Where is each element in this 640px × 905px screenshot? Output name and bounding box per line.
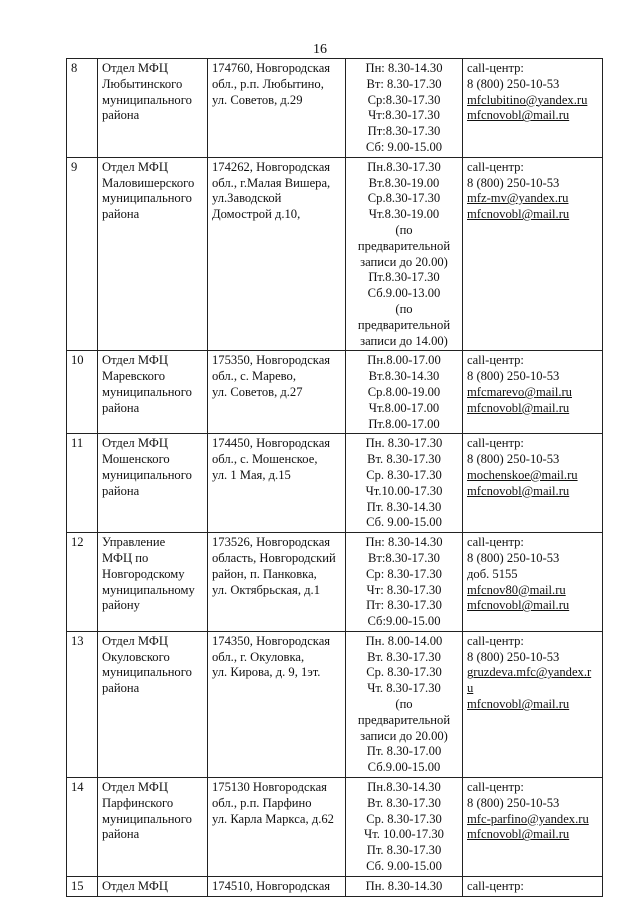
working-hours-cell — [346, 631, 463, 777]
office-address-line: 175130 Новгородская — [212, 780, 327, 795]
office-name-line: МФЦ по — [102, 550, 149, 565]
office-address-line: обл., с. Марево, — [212, 369, 296, 384]
office-name-line: муниципального — [102, 191, 192, 206]
working-hours-line: Пн. 8.00-14.00 — [365, 633, 443, 648]
working-hours-line: Ср.8.00-19.00 — [367, 384, 441, 399]
row-number: 9 — [71, 159, 78, 174]
office-address-cell — [208, 631, 346, 777]
office-name-cell — [98, 157, 208, 351]
row-number-cell — [67, 876, 98, 896]
callcenter-label: call-центр: — [467, 535, 524, 550]
office-name-cell — [98, 59, 208, 158]
row-number: 10 — [71, 353, 84, 368]
working-hours-line: предварительной — [357, 317, 451, 332]
office-address-line: 174262, Новгородская — [212, 159, 331, 174]
working-hours-line: Ср. 8.30-17.30 — [366, 665, 442, 680]
working-hours-line: Чт.8.00-17.00 — [368, 400, 440, 415]
working-hours-cell — [346, 157, 463, 351]
office-address-line: ул. Октябрьская, д.1 — [212, 582, 320, 597]
table-row — [67, 351, 603, 434]
office-address-line: ул. Кирова, д. 9, 1эт. — [212, 665, 321, 680]
working-hours-cell — [346, 434, 463, 533]
office-address-line: ул. Карла Маркса, д.62 — [212, 811, 334, 826]
table-row — [67, 157, 603, 351]
phone-extension: доб. 5155 — [467, 566, 518, 581]
office-address-line: 174510, Новгородская — [212, 878, 331, 893]
working-hours-line: Ср:8.30-17.30 — [367, 92, 441, 107]
callcenter-label: call-центр: — [467, 61, 524, 75]
office-name-line: Парфинского — [102, 795, 174, 810]
office-address-cell — [208, 157, 346, 351]
office-address-cell — [208, 434, 346, 533]
working-hours-line: Чт:8.30-17.30 — [368, 108, 440, 123]
office-address-line: ул. Советов, д.27 — [212, 384, 303, 399]
working-hours-line: Ср. 8.30-17.30 — [366, 467, 442, 482]
email-link[interactable]: mfcnovobl@mail.ru — [467, 697, 570, 712]
working-hours-line: Чт: 8.30-17.30 — [366, 582, 442, 597]
office-address-line: ул. Советов, д.29 — [212, 92, 303, 107]
office-name-line: Отдел МФЦ — [102, 633, 168, 648]
office-name-cell — [98, 876, 208, 896]
office-name-cell — [98, 434, 208, 533]
working-hours-line: Ср: 8.30-17.30 — [366, 566, 442, 581]
office-address-line: обл., р.п. Парфино — [212, 795, 312, 810]
row-number: 11 — [71, 436, 84, 451]
office-address-line: Домострой д.10, — [212, 207, 301, 222]
office-name-line: района — [102, 681, 140, 696]
table-row — [67, 876, 603, 896]
office-address-line: область, Новгородский — [212, 550, 336, 565]
working-hours-line: Пн.8.30-14.30 — [367, 780, 441, 795]
office-name-line: Маревского — [102, 369, 166, 384]
row-number-cell — [67, 533, 98, 632]
office-name-line: Отдел МФЦ — [102, 780, 168, 795]
working-hours-line: записи до 20.00) — [360, 728, 448, 743]
email-link[interactable]: mfcnovobl@mail.ru — [467, 207, 570, 222]
working-hours-line: Сб.9.00-13.00 — [367, 286, 441, 301]
contacts-cell — [463, 59, 603, 158]
working-hours-line: (по — [395, 222, 413, 237]
office-address-line: 173526, Новгородская — [212, 535, 331, 550]
office-name-line: Отдел МФЦ — [102, 436, 168, 451]
email-link[interactable]: mfcnovobl@mail.ru — [467, 827, 570, 842]
row-number: 12 — [71, 535, 84, 550]
working-hours-cell — [346, 351, 463, 434]
working-hours-line: Ср. 8.30-17.30 — [366, 811, 442, 826]
row-number: 14 — [71, 780, 84, 795]
working-hours-line: Пн: 8.30-14.30 — [365, 61, 443, 75]
table-row — [67, 434, 603, 533]
working-hours-line: Сб. 9.00-15.00 — [366, 515, 442, 530]
office-address-line: ул. 1 Мая, д.15 — [212, 467, 291, 482]
row-number-cell — [67, 778, 98, 877]
office-address-line: обл., с. Мошенское, — [212, 452, 318, 467]
office-name-line: Маловишерского — [102, 175, 195, 190]
phone-number: 8 (800) 250-10-53 — [467, 795, 560, 810]
office-address-line: 174450, Новгородская — [212, 436, 331, 451]
working-hours-line: Пн: 8.30-14.30 — [365, 535, 443, 550]
phone-number: 8 (800) 250-10-53 — [467, 452, 560, 467]
working-hours-cell — [346, 778, 463, 877]
working-hours-line: Вт. 8.30-17.30 — [367, 452, 441, 467]
phone-number: 8 (800) 250-10-53 — [467, 369, 560, 384]
working-hours-line: предварительной — [357, 238, 451, 253]
office-name-line: Отдел МФЦ — [102, 878, 168, 893]
working-hours-line: Сб.9.00-15.00 — [367, 760, 441, 775]
office-name-line: Окуловского — [102, 649, 170, 664]
working-hours-line: записи до 20.00) — [360, 254, 448, 269]
working-hours-line: Пт. 8.30-14.30 — [366, 499, 442, 514]
row-number-cell — [67, 59, 98, 158]
office-name-line: району — [102, 598, 140, 613]
mfc-offices-table — [66, 58, 603, 897]
table-row — [67, 778, 603, 877]
working-hours-line: Пн.8.30-17.30 — [367, 159, 441, 174]
office-name-line: Управление — [102, 535, 166, 550]
email-link[interactable]: mfcnovobl@mail.ru — [467, 598, 570, 613]
working-hours-line: Пн. 8.30-17.30 — [365, 436, 443, 451]
email-link[interactable]: mfcnovobl@mail.ru — [467, 400, 570, 415]
working-hours-line: Чт. 10.00-17.30 — [364, 827, 444, 842]
working-hours-line: Пт. 8.30-17.00 — [366, 744, 442, 759]
office-name-line: района — [102, 827, 140, 842]
office-address-line: 174760, Новгородская — [212, 61, 331, 75]
working-hours-line: (по — [395, 301, 413, 316]
row-number-cell — [67, 631, 98, 777]
office-name-line: района — [102, 483, 140, 498]
office-address-line: 174350, Новгородская — [212, 633, 331, 648]
office-address-line: обл., г.Малая Вишера, — [212, 175, 331, 190]
callcenter-label: call-центр: — [467, 436, 524, 451]
contacts-cell — [463, 876, 603, 896]
phone-number: 8 (800) 250-10-53 — [467, 175, 560, 190]
office-name-line: района — [102, 108, 140, 123]
callcenter-label: call-центр: — [467, 780, 524, 795]
office-name-cell — [98, 631, 208, 777]
working-hours-line: Пт.8.30-17.30 — [368, 270, 440, 285]
row-number: 15 — [71, 878, 84, 893]
working-hours-line: Пн.8.00-17.00 — [367, 353, 441, 368]
office-name-line: муниципального — [102, 384, 192, 399]
contacts-cell — [463, 434, 603, 533]
office-name-cell — [98, 533, 208, 632]
email-link[interactable]: gruzdeva.mfc@yandex.r u — [467, 665, 592, 696]
working-hours-line: Чт. 8.30-17.30 — [367, 681, 441, 696]
working-hours-line: предварительной — [357, 712, 451, 727]
working-hours-line: Вт. 8.30-17.30 — [367, 795, 441, 810]
office-name-line: муниципального — [102, 467, 192, 482]
working-hours-line: Пт:8.30-17.30 — [367, 124, 441, 139]
office-name-line: района — [102, 400, 140, 415]
office-name-line: Любытинского — [102, 76, 183, 91]
office-address-cell — [208, 778, 346, 877]
office-address-cell — [208, 533, 346, 632]
office-address-line: 175350, Новгородская — [212, 353, 331, 368]
callcenter-label: call-центр: — [467, 159, 524, 174]
working-hours-line: Сб: 9.00-15.00 — [365, 139, 443, 154]
working-hours-line: Пт.8.00-17.00 — [368, 416, 440, 431]
callcenter-label: call-центр: — [467, 633, 524, 648]
email-link[interactable]: mfcnovobl@mail.ru — [467, 108, 570, 123]
contacts-cell — [463, 778, 603, 877]
office-name-line: муниципального — [102, 92, 192, 107]
table-row — [67, 533, 603, 632]
callcenter-label: call-центр: — [467, 353, 524, 368]
phone-number: 8 (800) 250-10-53 — [467, 550, 560, 565]
working-hours-line: записи до 14.00) — [360, 333, 448, 348]
table-body — [67, 59, 603, 897]
row-number-cell — [67, 157, 98, 351]
email-link[interactable]: mfc-parfino@yandex.ru — [467, 811, 589, 826]
working-hours-line: Сб. 9.00-15.00 — [366, 859, 442, 874]
office-name-line: района — [102, 207, 140, 222]
working-hours-line: Чт.10.00-17.30 — [365, 483, 443, 498]
contacts-cell — [463, 157, 603, 351]
working-hours-line: Вт.8.30-14.30 — [368, 369, 440, 384]
phone-number: 8 (800) 250-10-53 — [467, 649, 560, 664]
table-row — [67, 59, 603, 158]
office-address-line: район, п. Панковка, — [212, 566, 317, 581]
office-name-cell — [98, 778, 208, 877]
office-name-line: Мошенского — [102, 452, 170, 467]
row-number: 13 — [71, 633, 84, 648]
row-number: 8 — [71, 61, 78, 75]
callcenter-label: call-центр: — [467, 878, 524, 893]
office-address-cell — [208, 876, 346, 896]
email-link[interactable]: mfclubitino@yandex.ru — [467, 92, 588, 107]
working-hours-line: Пт: 8.30-17.30 — [366, 598, 442, 613]
working-hours-line: Вт.8.30-19.00 — [368, 175, 440, 190]
email-link[interactable]: mfcnov80@mail.ru — [467, 582, 566, 597]
working-hours-cell — [346, 59, 463, 158]
working-hours-line: Сб:9.00-15.00 — [367, 614, 441, 629]
working-hours-line: Пн. 8.30-14.30 — [365, 878, 443, 893]
office-address-cell — [208, 351, 346, 434]
working-hours-line: (по — [395, 697, 413, 712]
working-hours-cell — [346, 533, 463, 632]
contacts-cell — [463, 351, 603, 434]
working-hours-line: Вт: 8.30-17.30 — [366, 76, 442, 91]
office-address-line: обл., р.п. Любытино, — [212, 76, 324, 91]
email-link[interactable]: mfcnovobl@mail.ru — [467, 483, 570, 498]
office-name-line: муниципального — [102, 665, 192, 680]
office-name-line: муниципальному — [102, 582, 195, 597]
office-name-line: Новгородскому — [102, 566, 185, 581]
office-name-line: Отдел МФЦ — [102, 61, 168, 75]
working-hours-cell — [346, 876, 463, 896]
row-number-cell — [67, 434, 98, 533]
contacts-cell — [463, 533, 603, 632]
email-link[interactable]: mochenskoe@mail.ru — [467, 467, 578, 482]
office-name-line: муниципального — [102, 811, 192, 826]
office-name-line: Отдел МФЦ — [102, 353, 168, 368]
email-link[interactable]: mfz-mv@yandex.ru — [467, 191, 569, 206]
page-number: 16 — [313, 42, 327, 57]
working-hours-line: Вт:8.30-17.30 — [368, 550, 440, 565]
office-address-line: ул.Заводской — [212, 191, 282, 206]
office-address-line: обл., г. Окуловка, — [212, 649, 305, 664]
working-hours-line: Ср.8.30-17.30 — [367, 191, 441, 206]
email-link[interactable]: mfcmarevo@mail.ru — [467, 384, 572, 399]
office-name-line: Отдел МФЦ — [102, 159, 168, 174]
row-number-cell — [67, 351, 98, 434]
working-hours-line: Чт.8.30-19.00 — [368, 207, 440, 222]
office-address-cell — [208, 59, 346, 158]
working-hours-line: Вт. 8.30-17.30 — [367, 649, 441, 664]
working-hours-line: Пт. 8.30-17.30 — [366, 843, 442, 858]
phone-number: 8 (800) 250-10-53 — [467, 76, 560, 91]
contacts-cell — [463, 631, 603, 777]
office-name-cell — [98, 351, 208, 434]
table-row — [67, 631, 603, 777]
